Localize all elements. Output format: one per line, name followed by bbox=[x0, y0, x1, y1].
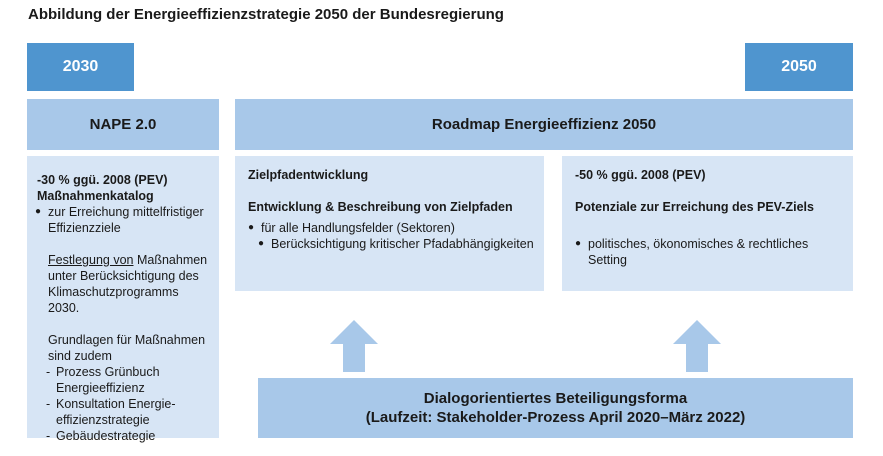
festlegung-underlined: Festlegung von bbox=[48, 253, 134, 267]
nape-target: -30 % ggü. 2008 (PEV) bbox=[37, 173, 168, 187]
nape-dash-list bbox=[37, 364, 211, 444]
list-item: ● Berücksichtigung kritischer Pfadabhängigkeiten bbox=[258, 236, 534, 252]
list-item: - Gebäudestrategie bbox=[45, 428, 211, 444]
nape-header: NAPE 2.0 bbox=[27, 99, 219, 150]
roadmap-header: Roadmap Energieeffizienz 2050 bbox=[235, 99, 853, 150]
zielpfad-list bbox=[248, 220, 534, 252]
potenziale-heading: -50 % ggü. 2008 (PEV) bbox=[575, 168, 706, 182]
list-item: ● für alle Handlungsfelder (Sektoren) bbox=[248, 220, 534, 236]
dialog-format-duration: (Laufzeit: Stakeholder-Prozess April 2020–März 2022) bbox=[365, 409, 746, 426]
nape-festlegung bbox=[37, 252, 211, 316]
list-item: ● politisches, ökonomisches & rechtliches Setting bbox=[575, 236, 843, 268]
zielpfad-box bbox=[235, 156, 544, 291]
potenziale-subheading: Potenziale zur Erreichung des PEV-Ziels bbox=[575, 200, 814, 214]
zielpfad-heading: Zielpfadentwicklung bbox=[248, 168, 369, 182]
nape-catalog: Maßnahmenkatalog bbox=[37, 189, 154, 203]
year-2050-box: 2050 bbox=[745, 43, 853, 91]
nape-grundlagen: Grundlagen für Maßnahmen sind zudem bbox=[48, 333, 206, 363]
dialog-format-title: Dialogorientiertes Beteiligungsforma bbox=[423, 390, 688, 407]
zielpfad-subheading: Entwicklung & Beschreibung von Zielpfaden bbox=[248, 200, 513, 214]
potenziale-list bbox=[575, 236, 843, 268]
nape-box bbox=[27, 156, 219, 443]
festlegung-rest: Maßnahmen unter Berücksichtigung des Klimaschutzprogramms 2030. bbox=[48, 253, 208, 315]
zielpfad-sublist-wrap bbox=[248, 236, 534, 252]
nape-bullet-list bbox=[35, 204, 211, 236]
list-item: - Prozess Grünbuch Energieeffizienz bbox=[45, 364, 211, 396]
figure-title: Abbildung der Energieeffizienzstrategie 2050 der Bundesregierung bbox=[28, 6, 504, 23]
dialog-format-box bbox=[258, 378, 853, 438]
potenziale-box bbox=[562, 156, 853, 291]
up-arrow-icon bbox=[330, 320, 378, 372]
list-item: - Konsultation Energie-effizienzstrategie bbox=[45, 396, 211, 428]
year-2030-box: 2030 bbox=[27, 43, 134, 91]
list-item: ● zur Erreichung mittelfristiger Effizienzziele bbox=[35, 204, 211, 236]
up-arrow-icon bbox=[673, 320, 721, 372]
